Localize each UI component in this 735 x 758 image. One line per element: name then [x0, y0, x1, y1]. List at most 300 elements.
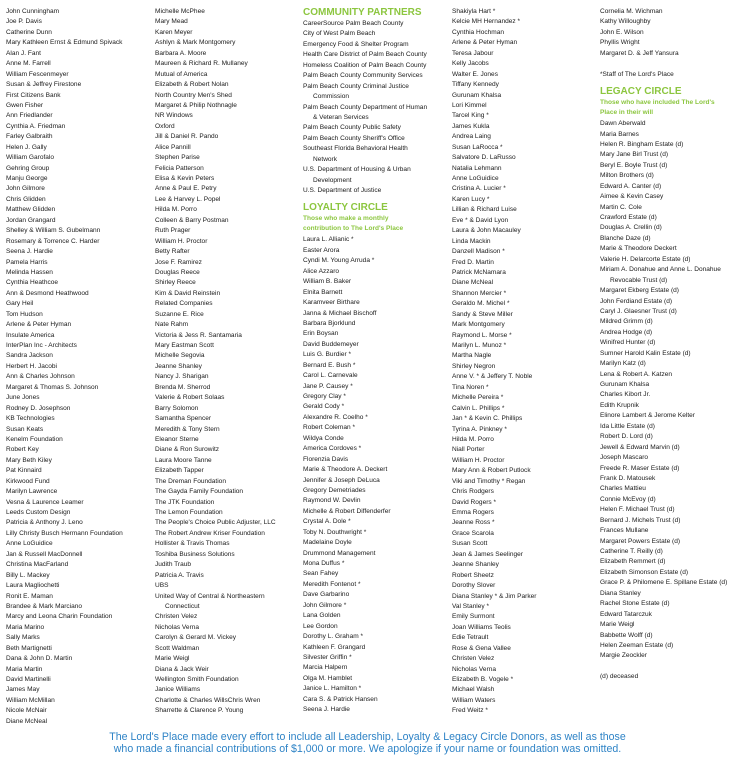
- community-partners-heading: COMMUNITY PARTNERS: [303, 7, 422, 18]
- donor-name: Michelle & Robert Diffenderfer: [303, 507, 391, 515]
- donor-name: Elizabeth Remmert (d): [600, 558, 666, 566]
- donor-name: Herbert H. Jacobi: [6, 362, 57, 370]
- donor-name: Lilly Christy Busch Hermann Foundation: [6, 529, 123, 537]
- donor-name: Elinore Lambert & Jerome Kelter: [600, 412, 695, 420]
- donor-column-3: [303, 7, 451, 716]
- donor-name: Mary Kathleen Ernst & Edmund Spivack: [6, 39, 123, 47]
- donor-name: Valerie H. Delarcorte Estate (d): [600, 255, 691, 263]
- legacy-circle-subtitle-line: Place in their will: [600, 108, 654, 116]
- donor-name: Rodney D. Josephson: [6, 404, 71, 412]
- donor-name: Lana Golden: [303, 612, 341, 620]
- donor-name: CareerSource Palm Beach County: [303, 20, 404, 27]
- legacy-circle-list: [600, 119, 735, 662]
- donor-name: Luis G. Burdier *: [303, 351, 352, 359]
- donor-name: Fred Weitz *: [452, 707, 488, 715]
- donor-name: Valerie & Robert Solaas: [155, 394, 225, 402]
- community-partners-list: [303, 19, 451, 196]
- donor-name: Cara S. & Patrick Hansen: [303, 695, 378, 703]
- donor-column-2: [155, 7, 297, 717]
- donor-name: Shannon Mercier *: [452, 289, 507, 297]
- donor-name: Marilyn L. Munoz *: [452, 342, 507, 349]
- donor-name: Margaret D. & Jeff Yansura: [600, 49, 679, 57]
- donor-name: Commission: [313, 93, 350, 101]
- donor-name: Jennifer & Joseph DeLuca: [303, 476, 380, 484]
- donor-name: Emergency Food & Shelter Program: [303, 40, 409, 48]
- donor-name: Nicholas Verna: [452, 665, 497, 673]
- donor-name: Kathy Willoughby: [600, 18, 651, 26]
- legacy-circle-heading: LEGACY CIRCLE: [600, 86, 682, 98]
- donor-name: Dorothy L. Graham *: [303, 633, 364, 641]
- donor-name: Val Stanley *: [452, 602, 489, 610]
- donor-name: Nancy J. Sharigan: [155, 373, 209, 381]
- donor-name: Sumner Harold Kalin Estate (d): [600, 349, 691, 357]
- loyalty-circle-heading: LOYALTY CIRCLE: [303, 202, 388, 214]
- donor-name: Shakiyla Hart *: [452, 8, 496, 15]
- donor-name: Shirley Reece: [155, 279, 196, 287]
- donor-name: Karamveer Birthare: [303, 299, 360, 307]
- donor-name: Olga M. Hamblet: [303, 674, 353, 682]
- donor-name: Martha Nagle: [452, 352, 492, 360]
- donor-name: Gary Heil: [6, 300, 34, 308]
- donor-name: Jan * & Kevin C. Phillips: [452, 415, 523, 423]
- donor-name: Laura Moore Tanne: [155, 456, 212, 464]
- donor-name: Joe P. Davis: [6, 18, 42, 26]
- donor-name: William H. Proctor: [155, 237, 208, 245]
- donor-name: Mary Ann & Robert Putlock: [452, 467, 531, 475]
- donor-name: KB Technologies: [6, 415, 55, 423]
- donor-name: Helen Zeeman Estate (d): [600, 641, 674, 649]
- donor-name: Beryl E. Boyle Trust (d): [600, 161, 668, 169]
- donor-name: Gerald Cody *: [303, 403, 345, 411]
- donor-name: Marilyn Lawrence: [6, 488, 58, 496]
- donor-name: The Dreman Foundation: [155, 477, 226, 485]
- donor-name: James Kukla: [452, 122, 490, 130]
- donor-column-4: [452, 7, 597, 717]
- donor-name: UBS: [155, 582, 169, 590]
- donor-column-5: [600, 7, 735, 683]
- donor-name: Hilda M. Porro: [155, 206, 197, 214]
- donor-name: Rosemary & Torrence C. Harder: [6, 237, 100, 245]
- donor-name: Michelle Pereira *: [452, 394, 504, 402]
- donor-name: Edith Krupnik: [600, 401, 639, 409]
- donor-name: Christina MacFarland: [6, 561, 69, 569]
- donor-name: Nicole McNair: [6, 707, 47, 715]
- donor-name: Related Companies: [155, 300, 213, 308]
- donor-name: Insulate America: [6, 331, 55, 339]
- donor-name: Alice Pannill: [155, 143, 191, 151]
- donor-name: Palm Beach County Public Safety: [303, 124, 401, 132]
- donor-name: John Cunningham: [6, 8, 60, 15]
- donor-name: Frances Mullane: [600, 527, 649, 535]
- donor-name: Robert Coleman *: [303, 424, 356, 432]
- donor-name: Mark Montgomery: [452, 321, 505, 329]
- donor-name: U.S. Department of Justice: [303, 187, 382, 194]
- donor-name: Samantha Spencer: [155, 415, 212, 423]
- donor-name: Farley Galbraith: [6, 133, 53, 141]
- donor-name: & Veteran Services: [313, 113, 369, 121]
- donor-name: Alan J. Fant: [6, 49, 41, 57]
- donor-name: Crystal A. Dole *: [303, 518, 351, 526]
- donor-name: Vesna & Laurence Leamer: [6, 498, 84, 506]
- donor-name: Arlene & Peter Hyman: [6, 321, 72, 329]
- donor-name: America Cordoves *: [303, 445, 362, 453]
- donor-name: Elizabeth & Robert Nolan: [155, 81, 229, 89]
- donor-name: Jose F. Ramirez: [155, 258, 202, 266]
- donor-name: Maureen & Richard R. Mullaney: [155, 60, 248, 68]
- donor-name: Arlene & Peter Hyman: [452, 39, 518, 47]
- donor-name: Billy L. Mackey: [6, 571, 50, 579]
- donor-name: Ronit E. Maman: [6, 592, 53, 600]
- donor-name: Freede R. Maser Estate (d): [600, 464, 680, 472]
- donor-name: Jeanne Shanley: [452, 561, 499, 569]
- donor-name: June Jones: [6, 394, 40, 402]
- donor-name: Laura L. Allianic *: [303, 236, 354, 244]
- donor-name: Salvatore D. LaRusso: [452, 154, 516, 162]
- donor-name: Brandee & Mark Marciano: [6, 602, 83, 610]
- donor-name: Marcia Halpern: [303, 664, 348, 672]
- donor-name: Margaret & Philip Nothnagle: [155, 101, 237, 109]
- donor-name: Gurunam Khalsa: [452, 91, 502, 99]
- footer-line: The Lord's Place made every effort to include all Leadership, Loyalty & Legacy Circle Donors, as well as those: [109, 731, 626, 743]
- donor-name: Leeds Custom Design: [6, 509, 71, 516]
- donor-name: Wildya Conde: [303, 434, 344, 442]
- donor-name: James May: [6, 686, 40, 694]
- donor-name: David Rogers *: [452, 498, 497, 506]
- donor-name: William McMillan: [6, 696, 55, 704]
- donor-name: Blanche Daze (d): [600, 234, 651, 242]
- donor-name: Kenelm Foundation: [6, 435, 63, 443]
- donor-name: Connecticut: [165, 602, 200, 610]
- donor-name: Maria Marino: [6, 623, 45, 631]
- donor-name: Chris Glidden: [6, 195, 46, 203]
- donor-name: Mona Duffus *: [303, 560, 345, 567]
- donor-name: The Gayda Family Foundation: [155, 488, 244, 496]
- donor-name: Jill & Daniel R. Pando: [155, 133, 219, 141]
- donor-name: Bernard J. Michels Trust (d): [600, 516, 681, 524]
- donor-name: William Waters: [452, 696, 496, 704]
- donor-name: Alice Azzaro: [303, 267, 340, 275]
- donor-name: Drummond Management: [303, 549, 376, 557]
- donor-name: Mildred Grimm (d): [600, 318, 653, 326]
- donor-name: John Gilmore: [6, 185, 45, 193]
- donor-name: Toby N. Douthwright *: [303, 528, 367, 536]
- donor-name: Brenda M. Sherrod: [155, 383, 211, 391]
- donor-name: Margaret Ekberg Estate (d): [600, 287, 679, 295]
- donor-name: Jean & James Seelinger: [452, 550, 523, 558]
- donor-name: Douglas A. Crellin (d): [600, 224, 662, 232]
- donor-name: Judith Traub: [155, 561, 192, 569]
- loyalty-circle-subtitle-line: Those who make a monthly: [303, 215, 389, 223]
- loyalty-circle-list: [303, 235, 451, 715]
- donor-name: Carol L. Carnevale: [303, 372, 358, 380]
- donor-name: Ashlyn & Mark Montgomery: [155, 39, 236, 47]
- donor-name: Charles Mattieu: [600, 485, 646, 493]
- donor-name: Dorothy Slover: [452, 582, 496, 590]
- donor-name: Sharrette & Clarence P. Young: [155, 707, 244, 715]
- donor-name: Beth Martignetti: [6, 644, 52, 652]
- donor-name: Nate Rahm: [155, 321, 189, 329]
- donor-name: Raymond L. Morse *: [452, 331, 512, 339]
- donor-name: Cyndi M. Young Arruda *: [303, 257, 375, 265]
- donor-name: Diane & Ron Surowitz: [155, 446, 220, 454]
- footer-disclaimer: [0, 732, 735, 756]
- donor-name: Ann & Charles Johnson: [6, 373, 75, 381]
- donor-name: The Lemon Foundation: [155, 509, 223, 516]
- donor-name: Jeanne Ross *: [452, 519, 495, 527]
- donor-name: Sandy & Steve Miller: [452, 310, 513, 318]
- staff-note: *Staff of The Lord's Place: [600, 70, 674, 78]
- donor-name: Caryl J. Glaesner Trust (d): [600, 307, 677, 315]
- donor-name: Walter E. Jones: [452, 70, 498, 78]
- donor-name: Elizabeth Simonson Estate (d): [600, 568, 689, 576]
- donor-name: Raymond W. Devlin: [303, 497, 361, 505]
- donor-name: Eve * & David Lyon: [452, 216, 509, 224]
- donor-list-continued: [600, 7, 735, 59]
- donor-name: Lori Kimmel: [452, 101, 487, 109]
- donor-name: Geraldo M. Michel *: [452, 300, 510, 308]
- donor-name: Health Care District of Palm Beach County: [303, 51, 427, 59]
- donor-name: Shelley & William S. Gubelmann: [6, 227, 101, 235]
- legacy-circle-subtitle: [600, 98, 735, 117]
- donor-name: The JTK Foundation: [155, 498, 215, 506]
- donor-name: Laura Magliochetti: [6, 582, 60, 590]
- donor-name: Rose & Gena Vallee: [452, 644, 511, 652]
- donor-name: Scott Waldman: [155, 644, 200, 652]
- donor-name: Mutual of America: [155, 70, 208, 78]
- donor-name: Ruth Prager: [155, 227, 191, 235]
- donor-name: Easter Arora: [303, 246, 340, 254]
- donor-name: Pat Kinnaird: [6, 467, 42, 475]
- donor-name: Crawford Estate (d): [600, 214, 657, 221]
- donor-name: Rachel Stone Estate (d): [600, 600, 670, 608]
- donor-name: Karen Lucy *: [452, 195, 490, 203]
- donor-name: Marie Weigl: [600, 621, 635, 629]
- donor-name: Southeast Florida Behavioral Health: [303, 145, 408, 153]
- donor-name: Laura & John Macauley: [452, 227, 521, 235]
- donor-name: Diana Stanley: [600, 589, 641, 597]
- donor-name: Seena J. Hardie: [303, 706, 350, 714]
- donor-name: Patrick McNamara: [452, 268, 506, 276]
- donor-name: Jeanne Shanley: [155, 362, 202, 370]
- donor-name: Patricia A. Travis: [155, 571, 204, 579]
- donor-name: North Country Men's Shed: [155, 91, 232, 99]
- donor-name: William Fescenmeyer: [6, 70, 69, 78]
- donor-name: Kim & David Reinstein: [155, 289, 221, 297]
- donor-name: Joseph Mascaro: [600, 454, 649, 462]
- donor-name: Felicia Patterson: [155, 164, 204, 172]
- donor-name: William Garofalo: [6, 154, 55, 162]
- donor-name: Melinda Hassen: [6, 268, 53, 276]
- donor-name: Tyrina A. Pinkney *: [452, 425, 507, 433]
- donor-name: Kathleen F. Grangard: [303, 643, 366, 651]
- donor-name: Joan Williams Teolis: [452, 623, 511, 631]
- donor-name: Development: [313, 176, 352, 184]
- donor-name: InterPlan Inc - Architects: [6, 342, 77, 349]
- donor-name: Babbette Wolff (d): [600, 631, 653, 639]
- donor-name: Niall Porter: [452, 446, 485, 454]
- donor-name: Madelaine Doyle: [303, 539, 352, 547]
- donor-name: Grace P. & Philomene E. Spillane Estate (d): [600, 579, 728, 587]
- donor-name: John Gilmore *: [303, 601, 347, 609]
- donor-name: Martin C. Cole: [600, 203, 642, 211]
- donor-name: Helen R. Bingham Estate (d): [600, 140, 684, 148]
- donor-name: Manju George: [6, 175, 48, 182]
- donor-name: Tarcel King *: [452, 112, 489, 120]
- donor-name: Lee Gordon: [303, 622, 338, 630]
- donor-name: Susan Keats: [6, 425, 44, 433]
- donor-name: Andrea Laing: [452, 133, 491, 141]
- donor-name: Andrea Hodge (d): [600, 328, 653, 336]
- donor-name: Wellington Smith Foundation: [155, 676, 239, 683]
- donor-name: Network: [313, 155, 338, 163]
- donor-name: Maria Barnes: [600, 130, 639, 138]
- donor-name: NR Windows: [155, 112, 193, 120]
- donor-name: Linda Mackin: [452, 237, 491, 245]
- donor-name: Chris Rodgers: [452, 488, 494, 496]
- donor-name: Jordan Grangard: [6, 216, 56, 224]
- donor-name: Dana & John D. Martin: [6, 655, 73, 663]
- donor-name: Tiffany Kennedy: [452, 81, 499, 89]
- donor-name: Marie Weigl: [155, 655, 190, 663]
- donor-name: Robert Key: [6, 446, 39, 454]
- donor-name: Florenzia Davis: [303, 455, 349, 463]
- donor-name: Elisa & Kevin Peters: [155, 175, 215, 182]
- donor-name: John Ferdiand Estate (d): [600, 297, 673, 305]
- donor-name: Susan Scott: [452, 540, 488, 548]
- loyalty-circle-subtitle: [303, 214, 451, 233]
- donor-name: Jane P. Causey *: [303, 382, 353, 390]
- donor-name: Gurunam Khalsa: [600, 381, 650, 388]
- donor-name: Gregory Demetriades: [303, 486, 366, 494]
- donor-name: Edward A. Canter (d): [600, 182, 662, 190]
- donor-name: Jewell & Edward Marvin (d): [600, 443, 680, 451]
- donor-name: Connie McEvoy (d): [600, 495, 656, 503]
- donor-name: Eleanor Sterne: [155, 435, 199, 443]
- donor-name: Gwen Fisher: [6, 101, 44, 109]
- donor-name: Cynthia A. Friedman: [6, 122, 66, 130]
- donor-name: Sandra Jackson: [6, 352, 53, 360]
- donor-name: Mary Eastman Scott: [155, 342, 214, 349]
- donor-name: Homeless Coalition of Palm Beach County: [303, 61, 427, 69]
- donor-name: Marie & Theodore A. Deckert: [303, 466, 388, 474]
- donor-name: Dave Garbarino: [303, 591, 350, 599]
- donor-name: The Robert Andrew Kriser Foundation: [155, 529, 265, 537]
- donor-name: Michael Walsh: [452, 686, 495, 694]
- donor-name: Sally Marks: [6, 634, 40, 642]
- donor-name: Lee & Harvey L. Popel: [155, 195, 221, 203]
- donor-name: Tina Noren *: [452, 383, 489, 391]
- donor-name: Elizabeth Tapper: [155, 467, 204, 475]
- donor-name: Margie Zeockler: [600, 652, 647, 660]
- donor-name: Suzanne E. Rice: [155, 310, 204, 318]
- donor-name: Patricia & Anthony J. Leno: [6, 519, 83, 527]
- donor-name: Fred D. Martin: [452, 258, 494, 266]
- donor-name: Cynthia Hochman: [452, 28, 505, 36]
- donor-name: Catherine Dunn: [6, 28, 52, 36]
- donor-name: Catherine T. Reilly (d): [600, 548, 663, 555]
- donor-name: Emma Rogers: [452, 509, 494, 516]
- donor-name: Diane McNeal: [6, 717, 48, 725]
- donor-name: Marie & Theodore Deckert: [600, 245, 677, 253]
- donor-name: Aimee & Kevin Casey: [600, 193, 664, 201]
- donor-name: Christen Velez: [155, 613, 198, 621]
- donor-name: William B. Baker: [303, 278, 352, 286]
- donor-name: Mary Mead: [155, 18, 188, 26]
- donor-name: Charles Kibort Jr.: [600, 391, 651, 399]
- donor-name: Edie Tetrault: [452, 634, 489, 642]
- donor-name: Mary Jane Birl Trust (d): [600, 151, 669, 159]
- donor-name: Ann & Desmond Heathwood: [6, 289, 89, 297]
- donor-name: Milton Brothers (d): [600, 172, 654, 180]
- donor-name: Shirley Negron: [452, 362, 496, 370]
- donor-name: Barry Solomon: [155, 404, 199, 412]
- donor-name: Victoria & Jess R. Santamaria: [155, 331, 242, 339]
- donor-name: Silvester Griffin *: [303, 653, 352, 661]
- donor-name: Michelle McPhee: [155, 8, 205, 15]
- donor-name: Helen J. Gally: [6, 143, 47, 151]
- donor-name: Janice Williams: [155, 686, 201, 694]
- donor-name: Teresa Jabour: [452, 49, 494, 57]
- donor-name: Douglas Reece: [155, 268, 200, 276]
- donor-name: U.S. Department of Housing & Urban: [303, 166, 411, 174]
- donor-name: Edward Tatarczuk: [600, 610, 652, 618]
- donor-name: Frank D. Matousek: [600, 474, 656, 482]
- donor-name: City of West Palm Beach: [303, 30, 376, 38]
- donor-name: Karen Meyer: [155, 28, 193, 36]
- donor-name: Barbara A. Moore: [155, 49, 207, 57]
- donor-name: Emily Surmont: [452, 613, 495, 621]
- donor-name: Pamela Harris: [6, 258, 48, 266]
- donor-name: Anne LoGuidice: [6, 540, 53, 548]
- donor-name: Winifred Hunter (d): [600, 339, 656, 347]
- donor-name: Gehring Group: [6, 164, 50, 172]
- donor-name: Colleen & Barry Postman: [155, 216, 229, 224]
- donor-name: Cynthia Heathcoe: [6, 279, 59, 287]
- donor-name: Gregory Clay *: [303, 393, 346, 400]
- footer-line: who made a financial contributions of $1,000 or more. We apologize if your name or foundation was omitted.: [113, 742, 622, 755]
- donor-name: Helen F. Michael Trust (d): [600, 506, 675, 514]
- donor-name: Janna & Michael Bischoff: [303, 309, 377, 317]
- donor-name: Anne & Paul E. Petry: [155, 185, 217, 193]
- donor-name: Charlotte & Charles WillsChris Wren: [155, 696, 261, 704]
- donor-name: Cristina A. Lucier *: [452, 185, 506, 193]
- donor-name: David Martinelli: [6, 676, 51, 683]
- legacy-circle-subtitle-line: Those who have included The Lord's: [600, 99, 715, 107]
- donor-name: Mary Beth Kiley: [6, 456, 52, 464]
- donor-name: Phyllis Wright: [600, 39, 640, 47]
- donor-name: Bernard E. Bush *: [303, 361, 356, 369]
- donor-name: Palm Beach County Community Services: [303, 72, 423, 80]
- donor-name: Anne M. Farrell: [6, 60, 51, 68]
- donor-name: Erin Boysan: [303, 330, 339, 338]
- donor-name: Hilda M. Porro: [452, 435, 494, 443]
- donor-name: Susan LaRocca *: [452, 143, 503, 151]
- donor-name: Natalia Lehmann: [452, 164, 502, 172]
- donor-name: Revocable Trust (d): [610, 276, 668, 284]
- donor-name: Anne LoGuidice: [452, 175, 499, 182]
- donor-name: David Buddemeyer: [303, 340, 359, 348]
- donor-name: Susan & Jeffrey Firestone: [6, 81, 82, 89]
- donor-name: Palm Beach County Criminal Justice: [303, 82, 409, 90]
- donor-name: First Citizens Bank: [6, 91, 61, 99]
- donor-name: Miriam A. Donahue and Anne L. Donahue: [600, 266, 721, 274]
- donor-name: Diana Stanley * & Jim Parker: [452, 592, 537, 600]
- donor-name: Oxford: [155, 122, 175, 130]
- donor-name: Palm Beach County Department of Human: [303, 103, 428, 111]
- donor-name: The People's Choice Public Adjuster, LLC: [155, 519, 276, 527]
- donor-name: William H. Proctor: [452, 456, 505, 464]
- donor-name: Dawn Aberwald: [600, 120, 646, 128]
